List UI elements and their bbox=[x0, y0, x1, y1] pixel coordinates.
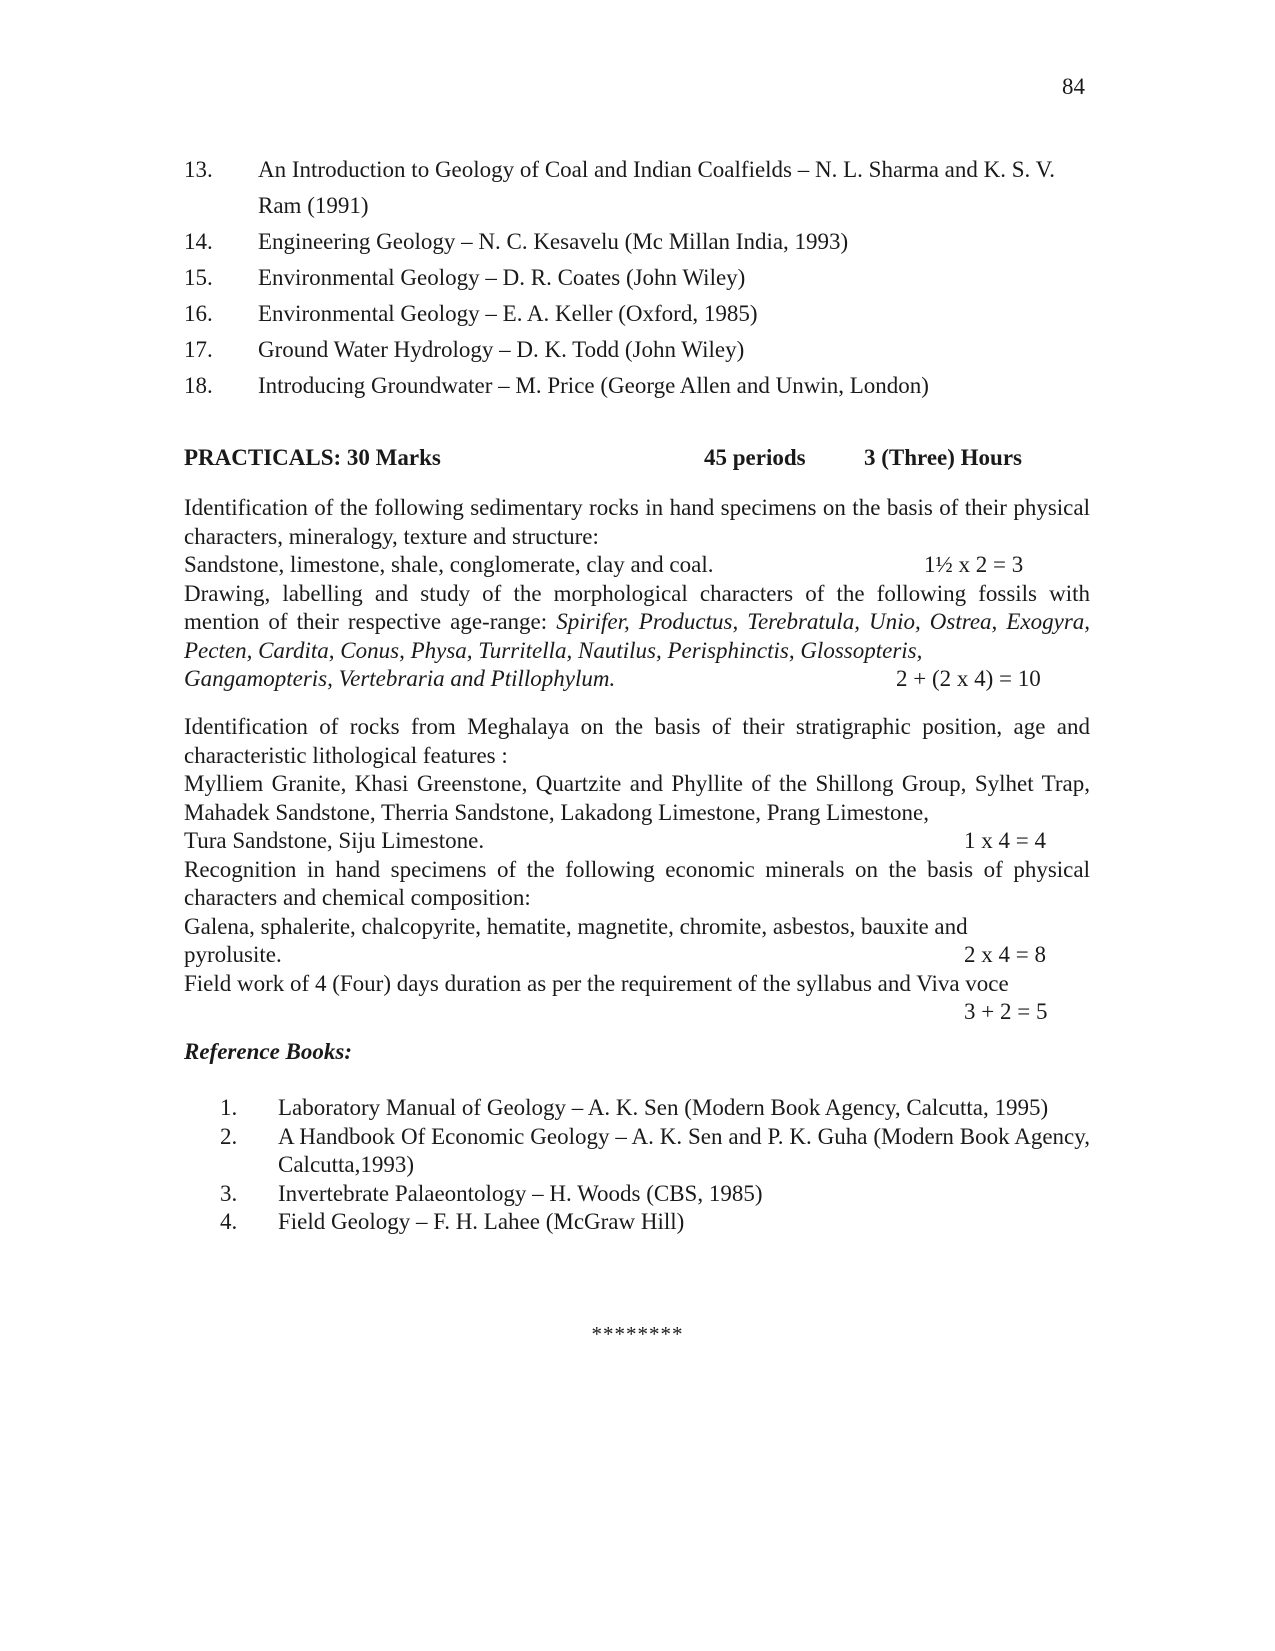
field-line bbox=[184, 970, 1090, 999]
fossil-marks: 2 + (2 x 4) = 10 bbox=[896, 666, 1041, 691]
list-item-number: 4. bbox=[220, 1209, 238, 1234]
mineral-line bbox=[184, 941, 1090, 970]
rock-list: Mylliem Granite, Khasi Greenstone, Quartzite and Phyllite of the Shillong Group, Sylhet Trap, Mahadek Sandstone, Therria Sandstone, Lakadong Limestone, Prang Limestone, bbox=[184, 771, 1090, 825]
sedimentary-line bbox=[184, 551, 1090, 580]
sedimentary-list: Sandstone, limestone, shale, conglomerate, clay and coal. bbox=[184, 552, 714, 577]
list-item-text: Engineering Geology – N. C. Kesavelu (Mc Millan India, 1993) bbox=[258, 229, 849, 254]
list-item-number: 1. bbox=[220, 1095, 238, 1120]
practicals-block-1 bbox=[184, 494, 1090, 694]
list-item-text: Laboratory Manual of Geology – A. K. Sen (Modern Book Agency, Calcutta, 1995) bbox=[278, 1095, 1049, 1120]
practicals-block-2 bbox=[184, 713, 1090, 1027]
list-item-number: 15. bbox=[184, 265, 213, 290]
fossil-list: Spirifer, Productus, Terebratula, Unio, Ostrea, Exogyra, Pecten, Cardita, Conus, Physa, Turritella, Nautilus, Perisphinctis, Glossopteris, bbox=[184, 609, 1091, 663]
fossil-line bbox=[184, 665, 1090, 694]
list-item bbox=[184, 332, 1090, 368]
practicals-title: PRACTICALS: 30 Marks bbox=[184, 445, 441, 470]
list-item-number: 3. bbox=[220, 1180, 238, 1206]
list-item-number: 16. bbox=[184, 301, 213, 326]
list-item bbox=[220, 1123, 1090, 1180]
fossil-intro: Drawing, labelling and study of the morphological characters of the following fossils with mention of their respective age-range: bbox=[184, 580, 1090, 634]
fossil-paragraph bbox=[184, 580, 1090, 666]
list-item-number: 13. bbox=[184, 157, 213, 182]
rock-marks: 1 x 4 = 4 bbox=[964, 828, 1046, 853]
list-item-text: A Handbook Of Economic Geology – A. K. Sen and P. K. Guha (Modern Book Agency, Calcutta,1993) bbox=[278, 1123, 1090, 1177]
reference-list-continued bbox=[184, 152, 1090, 404]
list-item bbox=[184, 224, 1090, 260]
rock-intro: Identification of rocks from Meghalaya on the basis of their stratigraphic position, age and characteristic lithological features : bbox=[184, 714, 1090, 768]
page-number: 84 bbox=[1062, 74, 1085, 99]
field-text: Field work of 4 (Four) days duration as per the requirement of the syllabus and Viva voce bbox=[184, 970, 1009, 996]
rock-list-end: Tura Sandstone, Siju Limestone. bbox=[184, 828, 485, 853]
list-item bbox=[220, 1180, 1090, 1209]
list-item bbox=[220, 1208, 1090, 1237]
list-item-number: 2. bbox=[220, 1123, 238, 1149]
list-item bbox=[220, 1094, 1090, 1123]
list-item bbox=[184, 296, 1090, 332]
fossil-list-end: Gangamopteris, Vertebraria and Ptillophylum. bbox=[184, 666, 616, 691]
list-item-text: Introducing Groundwater – M. Price (George Allen and Unwin, London) bbox=[258, 373, 929, 398]
list-item-text: Environmental Geology – D. R. Coates (John Wiley) bbox=[258, 265, 746, 290]
sedimentary-intro: Identification of the following sedimentary rocks in hand specimens on the basis of their physical characters, mineralogy, texture and structure: bbox=[184, 495, 1090, 549]
list-item-text: Field Geology – F. H. Lahee (McGraw Hill) bbox=[278, 1209, 685, 1234]
end-marker: ******** bbox=[591, 1322, 684, 1346]
list-item bbox=[184, 260, 1090, 296]
list-item-text: Environmental Geology – E. A. Keller (Oxford, 1985) bbox=[258, 301, 758, 326]
practicals-heading bbox=[184, 445, 1090, 475]
mineral-marks: 2 x 4 = 8 bbox=[964, 942, 1046, 967]
rock-line bbox=[184, 827, 1090, 856]
mineral-list-end: pyrolusite. bbox=[184, 942, 282, 967]
reference-books-list bbox=[220, 1094, 1090, 1237]
list-item-number: 18. bbox=[184, 373, 213, 398]
list-item bbox=[184, 152, 1090, 224]
list-item-text: Ground Water Hydrology – D. K. Todd (John Wiley) bbox=[258, 337, 745, 362]
list-item-text: An Introduction to Geology of Coal and Indian Coalfields – N. L. Sharma and K. S. V. Ram (1991) bbox=[258, 157, 1056, 218]
list-item bbox=[184, 368, 1090, 404]
field-marks: 3 + 2 = 5 bbox=[964, 999, 1048, 1024]
practicals-periods: 45 periods bbox=[704, 445, 806, 470]
field-marks-line bbox=[184, 998, 1090, 1027]
practicals-hours: 3 (Three) Hours bbox=[864, 445, 1023, 470]
sedimentary-marks: 1½ x 2 = 3 bbox=[924, 552, 1024, 577]
mineral-intro: Recognition in hand specimens of the following economic minerals on the basis of physical characters and chemical composition: bbox=[184, 856, 1090, 910]
reference-books-heading: Reference Books: bbox=[184, 1039, 352, 1064]
mineral-list: Galena, sphalerite, chalcopyrite, hematite, magnetite, chromite, asbestos, bauxite and bbox=[184, 913, 968, 939]
list-item-number: 17. bbox=[184, 337, 213, 362]
list-item-text: Invertebrate Palaeontology – H. Woods (CBS, 1985) bbox=[278, 1180, 763, 1206]
list-item-number: 14. bbox=[184, 229, 213, 254]
